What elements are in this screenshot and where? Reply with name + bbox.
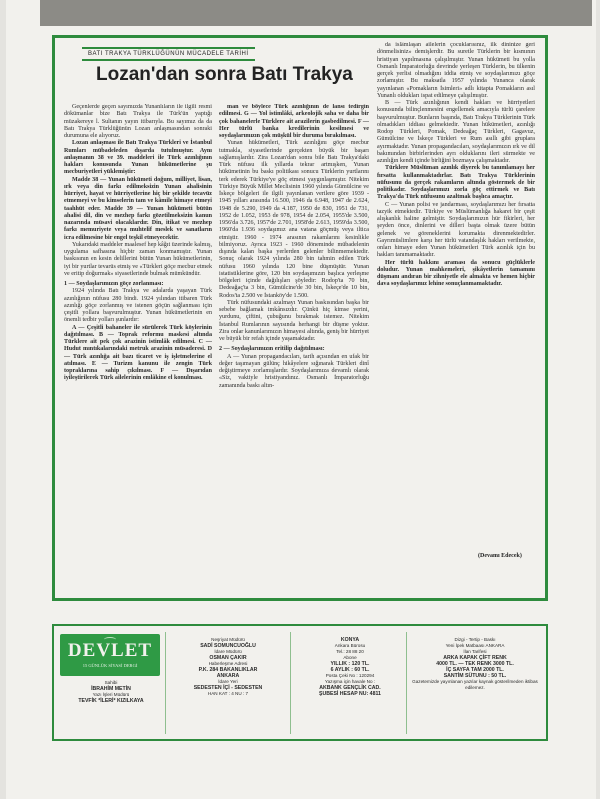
masthead-line: İlan Tarifesi [463,649,487,654]
masthead-owner [58,680,164,704]
article-paragraph: Her türlü hakkını araması da sonucu güçlüklerle doludur. Yunan mahkemeleri, şikâyetlerin tamamını düşmanı andıran bir zihniyetle ele almakta ve hemen hiçbir dava soydaşlarımız lehine sonuçlanmamaktadır. [377,259,535,288]
masthead-line: Ankara Bürosu [334,643,366,648]
article-paragraph: Yunan hükümetleri, Türk azınlığını göçe mecbur tutmakla, siyasetlerinde gerçekten büyük bir başarı sağlamışlardır. Zira Lozan'dan sonra bile Batı Trakya'daki Türk nüfusu ilk yıllarda tekrar artmışken, Yunan hükümetinin bu baskı politikası sonucu Türklerin yurtlarını terk ederek Türkiye'ye göç etmesi yaygınlaşmıştır. Nitekim Türkiye Büyük Millet Meclisinin 1960 yılında Gümülcine ve İskeçe bölgeleri ile ilgili yayınlanan verilere göre 1939 - 1945 yılları arasında 16.500, 1946 da 6.948, 1947 de 2.624, 1948 de 5.290, 1949 da 4.187, 1950 de 830, 1951 de 731, 1952 de 1.052, 1953 de 978, 1954 de 2.054, 1955'de 3.500, 1956'da 3.726, 1957'de 2.701, 1958'de 2.613, 1959'da 3.500, 1960'da 1.936 soydaşımız ana vatana göçmüş veya iltica etmiştir. 1960 - 1974 arasının rakamlarını kesinlikle bilmiyoruz. Ayrıca 1923 - 1960 döneminde mübadelenin dışında kalan başka yerlerden gelenler bilinmemektedir. Sonuç olarak 1924 yılında 280 bin tahmin edilen Türk nüfusu 1960 yılında 120 bine düşmüştür. Yunan istatistiklerine göre, 120 bin soydaşımızın başlıca yerleşme bölgeleri içinde dağılışları şöyledir: Rodop'ta 70 bin, Dedeağaç'ta 3 bin, Gümülcine'de 30 bin, İskeçe'de 10 bin, Rodos'ta 2.500 ve İstanköy'de 1.500. [219,140,369,299]
article-paragraph: A — Yunan propagandacıları, tarih açısından en ufak bir değer taşımayan gülünç hikâyelere sığınarak Türkleri dinî değiştirmeye zorlamışlardır. Soydaşlarımıza devamlı olarak «Siz, vaktiyle hristiyandınız. Osmanlı İmparatorluğu zamanında baskı altın- [219,353,369,389]
masthead-management [170,637,286,697]
masthead-divider [165,632,166,734]
article-paragraph: Türk nüfusundaki azalmayı Yunan baskısından başka bir sebebe bağlamak imkânsızdır. Çünkü hiç kimse yerini, yurdunu, çiftini, çubuğunu bırakmak istemez. Nitekim İstanbul Rumlarının sayısında herhangi bir düşme yoktur. Zira onlar kanunlarımızın himayesi altında, geniş bir hürriyet ve büyük bir refah içinde yaşamaktadır. [219,299,369,342]
previous-page-strip [40,0,592,26]
article-paragraph: man ve böylece Türk azınlığının de lansı tedirgin edilmesi. G — Yol istimlâki, arkeolojik saha ve daha bir çok bahanelerle Türklere ait arazilerin gasbedilmesi. F — Her türlü banka kredilerinin kesilmesi ve soydaşlarımızın çok müşkül bir duruma bırakılması. [219,104,369,139]
article-paragraph: C — Yunan polisi ve jandarması, soydaşlarımızı her fırsatta tazyik etmektedir. Türkiye ve Müslümanlığa hakaret bir çeşit alışkanlık haline gelmiştir. Soydaşlarımızın hür fikirleri, her şeyden önce, dinlerini ve dilleri başta olmak üzere bütün gelenek ve göreneklerini korumakta direnmektedirler. Gayrımüslimlere karşı her türlü vatandaşlık hakları verilmekte, onları himaye eden Yunan hükümetleri Türk azınlık için bu hakları tanımamaktadır. [377,201,535,259]
masthead-line: AKBANK GENÇLİK CAD. [319,685,381,691]
section-heading: 2 — Soydaşlarımızın eritilip dağıtılması: [219,346,325,353]
masthead-line: İdare Yeri [218,679,238,684]
masthead-divider [406,632,407,734]
masthead-line: P.K. 284 BAKANLIKLAR [198,667,258,673]
masthead-line: OSMAN ÇAKIR [209,655,247,661]
article-column-2 [219,104,369,596]
article-paragraph: Geçenlerde geçen sayımızda Yunanlıların ile ilgili resmi dökümanlar bize Batı Trakya ile Türk'ün yaptığı müzakereye l. Sultanın yayın itibarıyla. Bu sayımız da da Batı Trakya Türklüğünün Lozan anlaşmasından sonraki durumuna ele alıyoruz. [64,104,212,139]
article-paragraph: B — Türk azınlığının kendi hakları ve hürriyetleri konusunda bilinçlenmesini engellemek amacıyla türlü çarelere başvurulmuştur. Bunların başında, Batı Trakya Türklerinin Türk olmadıkları iddiası gelmektedir. Yunan hükümetleri, azınlığı Rodop Türkleri, Pomak, Dedeağaç Türkleri, Gagavuz, Gümülcine ve İskeçe Türkleri ve Rum asıllı gibi gruplara ayırmaktadır. Yunan propagandacıları, soydaşlarımızın ırk ve dil bakımından birbirlerinden ayrı olduklarını ileri sürmekte ve azınlığın kendi içinde birliğini bozmaya çalışmaktadır. [377,100,535,164]
continued-note: (Devamı Edecek) [478,553,522,559]
masthead-line: Gazetemizde yayınlanan yazılar kaynak gösterilmeden iktibas edilemez. [412,679,538,690]
masthead-line: Yazışma için havale No : [324,679,376,684]
masthead-line: Abone [343,655,357,660]
section-heading: 1 — Soydaşlarımızın göçe zorlanması: [64,281,164,287]
article-paragraph: 1924 yılında Batı Trakya ve adalarda yaşayan Türk azınlığının nüfusu 280 bindi. 1924 yılından itibaren Türk azınlığı göçe zorlanmış ve istenen göçün sağlanması için çeşitli yollara başvurulmuştur. Yunan hükümetlerinin en önemli tedbir yolları şunlardır: [64,288,212,324]
editor-title: Yazı İşleri Müdürü [92,692,130,697]
article-column-3 [377,42,535,554]
article-paragraph: Madde 38 — Yunan hükümeti doğum, milliyet, lisan, ırk veya din farkı edilmeksizin Yunan ahalisinin hürriyet, hayat ve hürriyetlerine hiç bir şekilde tecavüz etmemeyi ve bu kimselerin tam ve kâmile himaye etmeyi taahhüt eder. Madde 39 — Yunan hükümeti bütün ahalisi dil, din ve mezhep farkı gözetilmeksizin kanun nazarında müsavi olacaklardır. Din, itikat ve mezhep farkı memuriyete veya muhtelif meslek ve sanatların icra edilmesine bir engel teşkil etmeyecektir. [64,176,212,241]
article-title: Lozan'dan sonra Batı Trakya [96,64,353,85]
logo-subtitle: 15 GÜNLÜK SİYASİ DERGİ [82,663,138,668]
masthead-line: 6 AYLIK : 60 TL. [330,667,370,673]
masthead-line: Haberleşme Adresi [208,661,248,666]
masthead-line: SEDESTEN İÇİ - SEDESTEN [193,685,263,691]
masthead-line: YILLIK : 120 TL. [330,661,370,667]
editor-name: TEVFİK *İLERİ* KIZILKAYA [78,698,144,704]
article-paragraph: Türklere Müslüman azınlık diyerek bu tanımlamayı her fırsatta kullanmaktadırlar. Batı Trakya Türklerinin nüfusunu da gerçek rakamların altında göstermek de bir politikadır. Soydaşlarımızı zorla göç ettirmek ve Batı Trakya'da Türk nüfusunu azaltmak başlıca amaçtır. [377,165,535,201]
masthead-line: 4000 TL. — TEK RENK 3000 TL. [436,661,514,667]
masthead-subscription [296,637,404,697]
masthead-line: SANTİM SÜTUNU : 50 TL. [443,673,507,679]
article-paragraph: Lozan anlaşması ile Batı Trakya Türkleri ve İstanbul Rumları mübadeleden dışarda tutulmuştur. Aynı anlaşmanın 38 ve 39. maddeleri ile Türk azınlığının hakları konusunda Yunan hükümetlerine şu mecburiyetleri yüklemiştir: [64,140,212,176]
masthead-line: SADİ SOMUNCUOĞLU [200,643,256,649]
masthead-line: ANKARA [216,673,240,679]
article-kicker: BATI TRAKYA TÜRKLÜĞÜNÜN MÜCADELE TARİHİ [82,47,255,61]
masthead-line: ARKA KAPAK ÇİFT RENK [443,655,507,661]
masthead-line: Dizgi - Tertip - Baskı [454,637,496,642]
article-paragraph: da islâmlaşan ailelerin çocuklarısınız, ilk dininize geri dönmelisiniz» demişlerdir. Bu suretle Türklerin bir kısmının hristiyan yapılmasına çalışılmıştır. Yunan hükümeti bu yolla Osmanlı İmparatorluğu devrinde yerleşen Türklerin, bu ülkenin gerçek yerlisi olmadığını iddia etmiş ve soydaşlarımızı göçe zorlamıştır. Bu maksatla 1957 yılında Yunanca olarak yayınlanan «Pomakların İsimleri» adlı kitapta Pomakların asıl Yunanlı oldukları ispat edilmeye çalışılmıştır. [377,42,535,99]
article-paragraph: Yukarıdaki maddeler maalesef hep kâğıt üzerinde kalmış, uygulama safhasına hiçbir zaman konmamıştır. Yunan baskısının en kesin delillerini bütün Yunan hükümetlerinin, iyi bir yurtlar tevarüs etmiş ve «Türkleri göçe mecbur etmek ve eritip doğurmak» siyasetlerinde bulmak mümkündür. [64,241,212,277]
logo-wordmark: DEVLET [67,640,153,661]
masthead-divider [290,632,291,734]
masthead-line: HAN KAT : 4 NU : 7 [207,691,249,696]
masthead-line: KONYA [340,637,360,643]
owner-title: Sahibi [104,680,118,685]
masthead-line: ŞUBESİ HESAP NU: 4811 [319,691,381,697]
masthead-line: İdare Müdürü [214,649,242,654]
masthead-line: Neşriyat Müdürü [211,637,245,642]
masthead-line: Tel.: 28 88 20 [336,649,364,654]
masthead-line: İÇ SAYFA TAM 2000 TL. [446,667,504,673]
article-column-1 [64,104,212,596]
devlet-logo [60,634,160,676]
masthead-line: Posta Çeki No : 120294 [325,673,375,678]
article-paragraph: A — Çeşitli bahaneler ile sürülerek Türk köylerinin dağıtılması. B — Toprak reformu maskesi altında Türklere ait pek çok arazinin istimlâk edilmesi. C — Hudut mıntıkalarındaki metruk arazinin müsaderesi. D — Türk azınlığa ait bazı ticaret ve iş işletmelerine el atılması. E — Turizm kanunu ile zengin Türk topraklarına sahip çıkılması. F — Dışarıdan iyileştirilerek Türk ailelerinin emlâkine el konulması. [64,324,212,382]
masthead-printing [410,637,540,691]
owner-name: İBRAHİM METİN [91,686,131,692]
masthead-line: Yeni İpek Matbaası ANKARA [445,643,505,648]
